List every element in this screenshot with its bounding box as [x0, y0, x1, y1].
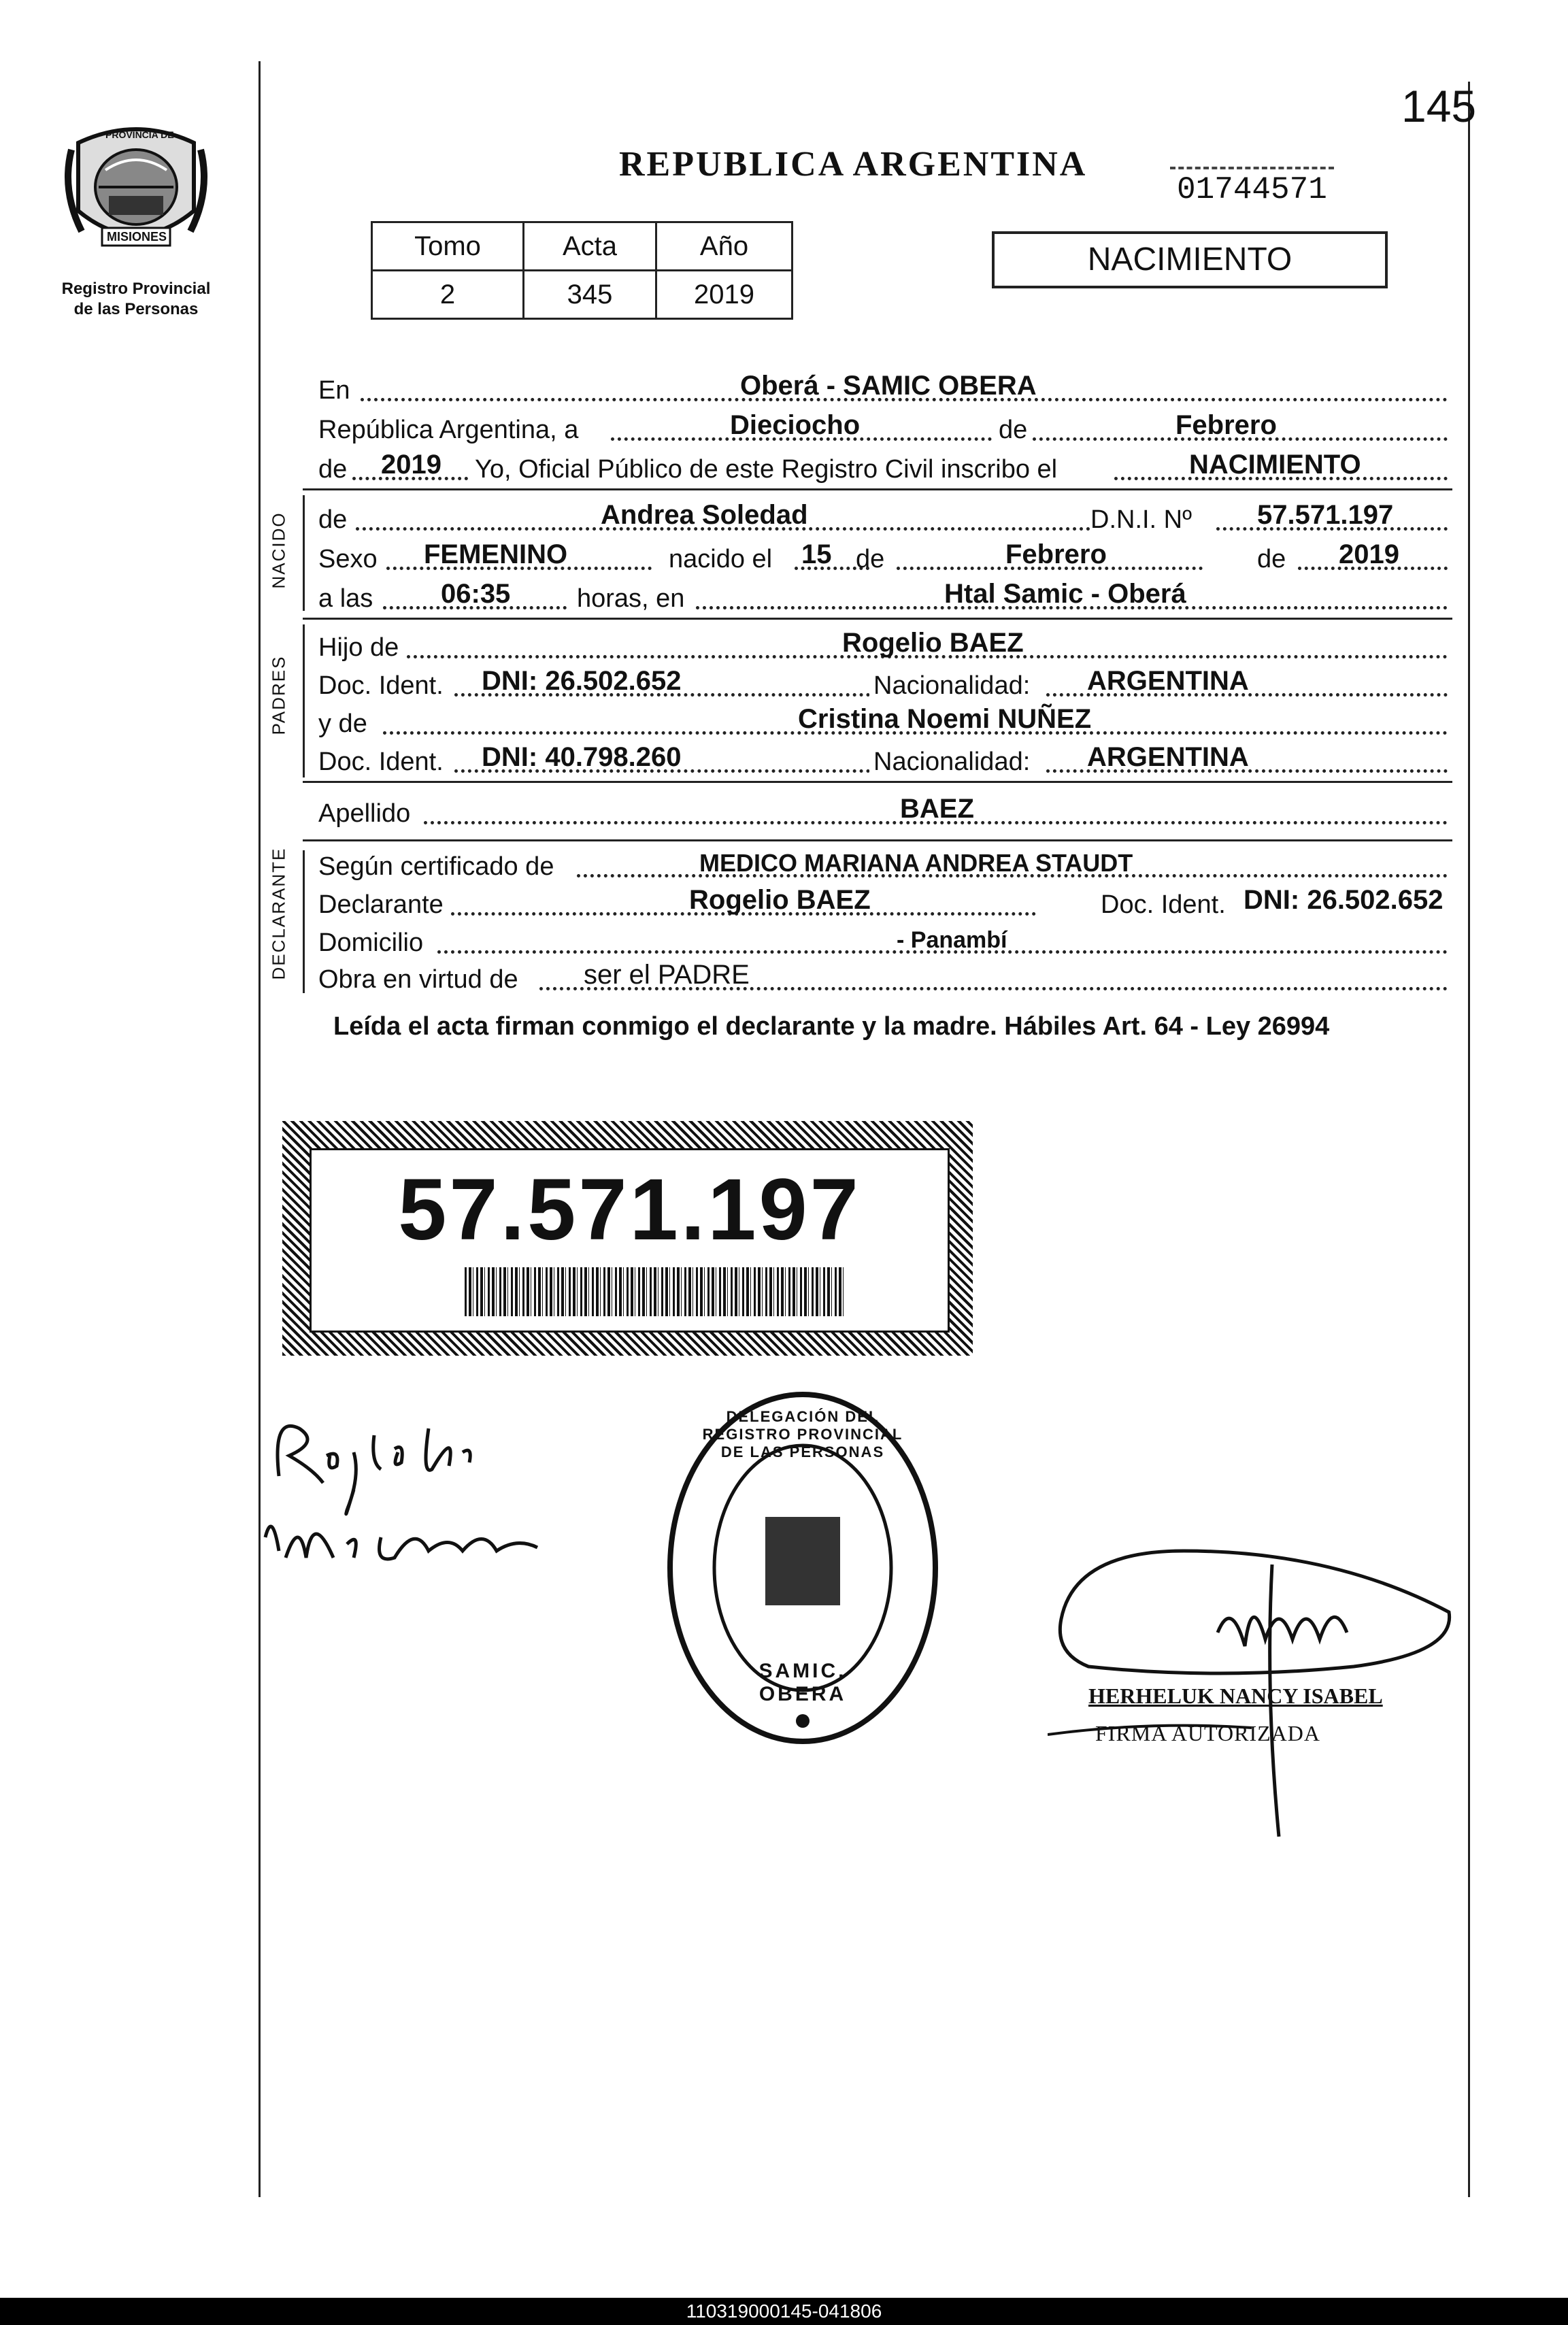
row-oficial — [318, 446, 1448, 487]
table-value-anio: 2019 — [656, 271, 793, 319]
document-type-box: NACIMIENTO — [992, 231, 1388, 288]
nacido-section-label: NACIDO — [268, 512, 289, 589]
row-domicilio — [318, 920, 1448, 960]
row-en — [318, 367, 1448, 408]
nacido-el-label: nacido el — [669, 545, 773, 573]
row-padre-doc — [318, 663, 1448, 703]
declarante-label: Declarante — [318, 890, 444, 919]
official-seal — [663, 1388, 942, 1748]
padres-bracket — [303, 624, 305, 777]
birth-year-value: 2019 — [1339, 539, 1399, 569]
mother-nationality-value: ARGENTINA — [1087, 742, 1249, 772]
birth-place-value: Htal Samic - Oberá — [944, 579, 1186, 609]
hijo-de-label: Hijo de — [318, 633, 399, 662]
declarante-section-label: DECLARANTE — [268, 847, 289, 980]
official-name: HERHELUK NANCY ISABEL — [1088, 1684, 1383, 1708]
registry-name-line1: Registro Provincial — [61, 280, 211, 298]
closing-text: Leída el acta firman conmigo el declarante y la madre. Hábiles Art. 64 - Ley 26994 — [333, 1012, 1330, 1041]
row-date — [318, 407, 1448, 448]
birth-hour-value: 06:35 — [441, 579, 511, 609]
obra-label: Obra en virtud de — [318, 965, 518, 994]
section-divider-2 — [303, 618, 1452, 620]
month-value: Febrero — [1175, 410, 1277, 440]
declarante-doc-value: DNI: 26.502.652 — [1244, 885, 1444, 915]
seal-inner-text: SAMIC. OBERA — [758, 1660, 847, 1705]
nacimiento-value: NACIMIENTO — [1189, 450, 1361, 480]
father-nationality-label: Nacionalidad: — [869, 671, 1034, 701]
date-de-label: de — [999, 416, 1028, 444]
table-header-anio: Año — [656, 222, 793, 271]
declarante-doc-label: Doc. Ident. — [1101, 890, 1226, 919]
horas-en-label: horas, en — [577, 584, 685, 613]
y-de-label: y de — [318, 709, 367, 738]
sexo-label: Sexo — [318, 545, 378, 573]
mother-nationality-label: Nacionalidad: — [869, 748, 1034, 777]
dni-label: D.N.I. Nº — [1090, 505, 1192, 534]
right-margin-line — [1468, 82, 1470, 2197]
day-words-value: Dieciocho — [730, 410, 861, 440]
row-madre — [318, 701, 1448, 741]
birth-month-value: Febrero — [1005, 539, 1107, 569]
republica-label: República Argentina, a — [318, 416, 579, 444]
birth-de-label-2: de — [1257, 545, 1286, 573]
mother-doc-label: Doc. Ident. — [318, 748, 444, 776]
section-divider-4 — [303, 839, 1452, 841]
nacido-de-label: de — [318, 505, 348, 534]
dni-stamp — [282, 1121, 973, 1356]
certificado-label: Según certificado de — [318, 852, 554, 881]
nacido-bracket — [303, 495, 305, 611]
child-dni-value: 57.571.197 — [1257, 500, 1394, 530]
registry-logo — [58, 122, 214, 327]
section-divider-1 — [303, 488, 1452, 490]
year-de-label: de — [318, 455, 348, 484]
table-value-acta: 345 — [524, 271, 656, 319]
a-las-label: a las — [318, 584, 373, 613]
certificado-value: MEDICO MARIANA ANDREA STAUDT — [699, 849, 1133, 877]
left-margin-line — [258, 61, 261, 2197]
seal-top-text: PROVINCIA DE — [105, 129, 174, 140]
father-signature — [258, 1388, 626, 1592]
domicilio-value: - Panambí — [897, 927, 1007, 953]
record-table — [371, 221, 793, 320]
mother-name-value: Cristina Noemi NUÑEZ — [798, 704, 1092, 734]
father-doc-value: DNI: 26.502.652 — [482, 666, 682, 696]
sexo-value: FEMENINO — [424, 539, 568, 569]
oficial-text: Yo, Oficial Público de este Registro Civil inscribo el — [475, 455, 1058, 484]
seal-bottom-text: MISIONES — [107, 230, 167, 244]
father-doc-label: Doc. Ident. — [318, 671, 444, 700]
row-padre — [318, 624, 1448, 665]
serial-number: 01744571 — [1170, 167, 1334, 210]
mother-doc-value: DNI: 40.798.260 — [482, 742, 682, 772]
row-apellido — [318, 790, 1448, 831]
row-declarante — [318, 882, 1448, 922]
section-divider-3 — [303, 781, 1452, 783]
birth-de-label: de — [856, 545, 885, 573]
birth-day-value: 15 — [801, 539, 832, 569]
declarante-value: Rogelio BAEZ — [689, 885, 871, 915]
obra-value: ser el PADRE — [584, 960, 750, 990]
row-madre-doc — [318, 739, 1448, 780]
registry-name-line2: de las Personas — [73, 300, 199, 318]
row-nacido-hora — [318, 575, 1448, 616]
official-role: FIRMA AUTORIZADA — [1095, 1721, 1320, 1745]
table-header-tomo: Tomo — [372, 222, 524, 271]
en-label: En — [318, 376, 350, 405]
apellido-label: Apellido — [318, 799, 411, 828]
row-obra — [318, 956, 1448, 997]
row-nacido-sexo — [318, 536, 1448, 577]
row-nacido-name — [318, 497, 1448, 537]
apellido-value: BAEZ — [900, 794, 974, 824]
father-nationality-value: ARGENTINA — [1087, 666, 1249, 696]
footer-bar — [0, 2298, 1568, 2325]
padres-section-label: PADRES — [268, 655, 289, 735]
document-title: REPUBLICA ARGENTINA — [619, 145, 1088, 184]
page-number: 145 — [1401, 81, 1477, 131]
dni-stamp-number: 57.571.197 — [398, 1161, 861, 1258]
seal-ring-text: DELEGACIÓN DEL REGISTRO PROVINCIAL DE LAS PERSONAS — [702, 1408, 903, 1460]
table-value-tomo: 2 — [372, 271, 524, 319]
footer-code: 110319000145-041806 — [686, 2301, 882, 2322]
declarante-bracket — [303, 850, 305, 993]
place-value: Oberá - SAMIC OBERA — [740, 371, 1037, 401]
year-value: 2019 — [381, 450, 441, 480]
domicilio-label: Domicilio — [318, 929, 424, 957]
barcode-icon — [465, 1267, 846, 1316]
father-name-value: Rogelio BAEZ — [842, 628, 1024, 658]
row-certificado — [318, 843, 1448, 884]
child-name-value: Andrea Soledad — [601, 500, 808, 530]
table-header-acta: Acta — [524, 222, 656, 271]
